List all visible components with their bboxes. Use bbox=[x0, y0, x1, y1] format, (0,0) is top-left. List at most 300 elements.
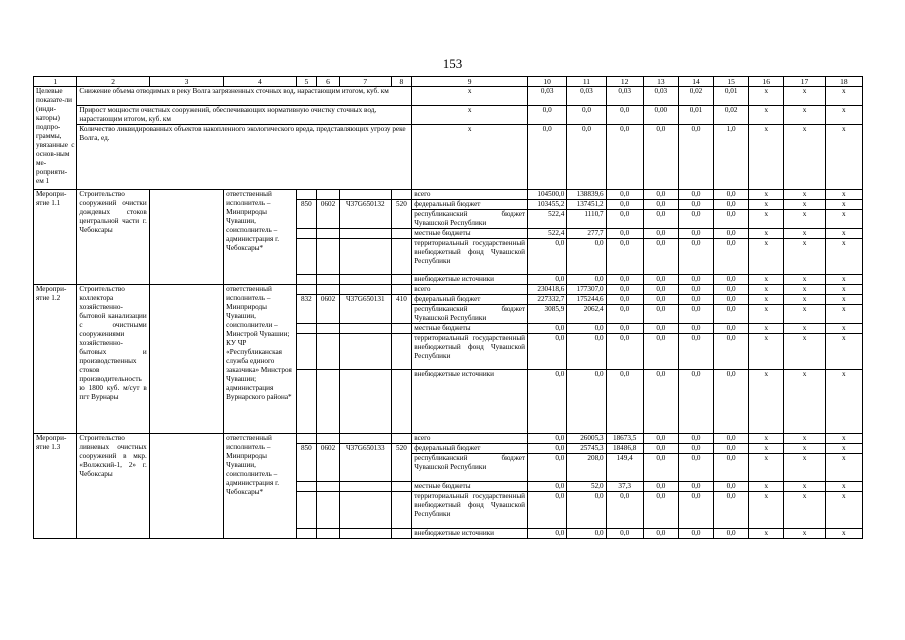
funding-source: внебюджетные источники bbox=[412, 529, 528, 539]
funding-value: x bbox=[749, 482, 784, 492]
code-col7-empty bbox=[339, 492, 391, 529]
target-indicator-value: 0,02 bbox=[678, 87, 713, 106]
target-indicator-col9: x bbox=[412, 106, 528, 125]
funding-value: 0,0 bbox=[678, 295, 713, 305]
code-col5-empty bbox=[296, 239, 317, 275]
target-indicator-value: x bbox=[784, 87, 825, 106]
code-col5-empty bbox=[296, 324, 317, 334]
funding-value: 1110,7 bbox=[567, 210, 606, 229]
code-col8-empty bbox=[391, 482, 412, 492]
funding-value: x bbox=[784, 482, 825, 492]
funding-value: 0,0 bbox=[714, 229, 749, 239]
funding-value: 0,0 bbox=[643, 334, 678, 370]
funding-value: x bbox=[784, 305, 825, 324]
funding-value: 0,0 bbox=[606, 305, 643, 324]
target-indicator-row bbox=[34, 87, 863, 106]
funding-value: 0,0 bbox=[678, 210, 713, 229]
code-gr: 832 bbox=[296, 295, 317, 324]
code-col8-empty bbox=[391, 529, 412, 539]
funding-value: 0,0 bbox=[643, 210, 678, 229]
funding-value: 0,0 bbox=[678, 239, 713, 275]
funding-value: 0,0 bbox=[714, 200, 749, 210]
column-number: 1 bbox=[34, 77, 77, 87]
column-number: 5 bbox=[296, 77, 317, 87]
funding-source: местные бюджеты bbox=[412, 482, 528, 492]
funding-value: x bbox=[749, 190, 784, 200]
funding-value: 0,0 bbox=[567, 275, 606, 285]
funding-value: x bbox=[784, 454, 825, 482]
measure-executor: ответственный исполнитель – Минприроды Чувашии, соисполнитель – администрация г. Чебоксары* bbox=[224, 190, 296, 285]
funding-value: 0,0 bbox=[528, 529, 567, 539]
target-indicator-value: x bbox=[825, 125, 862, 190]
funding-value: 0,0 bbox=[678, 434, 713, 444]
funding-value: x bbox=[825, 370, 862, 434]
funding-value: 0,0 bbox=[714, 370, 749, 434]
target-indicator-value: x bbox=[825, 106, 862, 125]
code-col7-empty bbox=[339, 239, 391, 275]
column-number: 12 bbox=[606, 77, 643, 87]
code-col7-empty bbox=[339, 324, 391, 334]
code-rzpr: 0602 bbox=[317, 295, 340, 324]
code-col8-empty bbox=[391, 324, 412, 334]
funding-value: 0,0 bbox=[528, 334, 567, 370]
funding-source: федеральный бюджет bbox=[412, 444, 528, 454]
funding-value: x bbox=[825, 482, 862, 492]
measure-number: Меропри-ятие 1.1 bbox=[34, 190, 77, 285]
code-vr: 520 bbox=[391, 444, 412, 482]
funding-value: 0,0 bbox=[606, 239, 643, 275]
column-numbers-row bbox=[34, 77, 863, 87]
code-col5-empty bbox=[296, 370, 317, 434]
funding-value: 0,0 bbox=[643, 285, 678, 295]
code-col8-empty bbox=[391, 334, 412, 370]
funding-value: 0,0 bbox=[714, 334, 749, 370]
code-rzpr: 0602 bbox=[317, 444, 340, 482]
funding-value: 0,0 bbox=[678, 324, 713, 334]
code-gr: 850 bbox=[296, 444, 317, 482]
funding-value: 0,0 bbox=[528, 492, 567, 529]
funding-source: федеральный бюджет bbox=[412, 295, 528, 305]
funding-value: x bbox=[749, 229, 784, 239]
funding-value: x bbox=[784, 190, 825, 200]
funding-value: 0,0 bbox=[606, 529, 643, 539]
funding-value: 0,0 bbox=[606, 334, 643, 370]
funding-value: 0,0 bbox=[643, 482, 678, 492]
code-vr: 410 bbox=[391, 295, 412, 324]
code-col5-empty bbox=[296, 190, 317, 200]
funding-value: 0,0 bbox=[606, 210, 643, 229]
funding-value: 175244,6 bbox=[567, 295, 606, 305]
funding-value: x bbox=[784, 370, 825, 434]
funding-value: 0,0 bbox=[678, 305, 713, 324]
funding-value: 18673,5 bbox=[606, 434, 643, 444]
measure-name: Строительство сооружений очистки дождевых стоков центральной части г. Чебоксары bbox=[77, 190, 149, 285]
column-number: 6 bbox=[317, 77, 340, 87]
funding-value: 0,0 bbox=[643, 239, 678, 275]
funding-value: x bbox=[825, 454, 862, 482]
funding-value: x bbox=[825, 275, 862, 285]
funding-value: 0,0 bbox=[714, 324, 749, 334]
funding-source: территориальный государственный внебюджетный фонд Чувашской Республики bbox=[412, 492, 528, 529]
funding-value: x bbox=[749, 295, 784, 305]
funding-value: 149,4 bbox=[606, 454, 643, 482]
funding-source: территориальный государственный внебюджетный фонд Чувашской Республики bbox=[412, 334, 528, 370]
code-col5-empty bbox=[296, 334, 317, 370]
code-col6-empty bbox=[317, 492, 340, 529]
funding-value: 0,0 bbox=[606, 370, 643, 434]
code-col8-empty bbox=[391, 285, 412, 295]
funding-value: 0,0 bbox=[643, 370, 678, 434]
funding-value: x bbox=[825, 190, 862, 200]
code-csr: Ч37G650132 bbox=[339, 200, 391, 229]
funding-value: 0,0 bbox=[528, 444, 567, 454]
code-col6-empty bbox=[317, 482, 340, 492]
target-indicator-value: 0,03 bbox=[606, 87, 643, 106]
funding-value: x bbox=[825, 229, 862, 239]
measure-name: Строительство коллектора хозяйственно-бытовой канализации с очистными сооружениями хозяйственно-бытовых и производственных стоков производительностью 1800 куб. м/сут в пгт Вурнары bbox=[77, 285, 149, 434]
page-number: 153 bbox=[442, 56, 463, 71]
code-col6-empty bbox=[317, 334, 340, 370]
funding-value: 0,0 bbox=[567, 239, 606, 275]
funding-value: 0,0 bbox=[714, 529, 749, 539]
funding-value: x bbox=[784, 492, 825, 529]
funding-value: 2062,4 bbox=[567, 305, 606, 324]
funding-value: 208,0 bbox=[567, 454, 606, 482]
target-indicator-value: x bbox=[784, 125, 825, 190]
funding-value: x bbox=[784, 295, 825, 305]
funding-value: 0,0 bbox=[643, 444, 678, 454]
code-col8-empty bbox=[391, 434, 412, 444]
target-indicator-value: 0,02 bbox=[714, 106, 749, 125]
code-col6-empty bbox=[317, 275, 340, 285]
funding-value: 137451,2 bbox=[567, 200, 606, 210]
funding-value: 0,0 bbox=[678, 275, 713, 285]
funding-value: x bbox=[784, 275, 825, 285]
funding-value: x bbox=[784, 334, 825, 370]
column-number: 17 bbox=[784, 77, 825, 87]
funding-row bbox=[34, 434, 863, 444]
target-indicator-row bbox=[34, 125, 863, 190]
target-indicator-value: 0,0 bbox=[643, 125, 678, 190]
funding-value: 0,0 bbox=[714, 190, 749, 200]
funding-value: 37,3 bbox=[606, 482, 643, 492]
funding-value: x bbox=[825, 239, 862, 275]
code-col7-empty bbox=[339, 285, 391, 295]
funding-value: 0,0 bbox=[678, 454, 713, 482]
funding-value: 104500,0 bbox=[528, 190, 567, 200]
funding-value: 0,0 bbox=[643, 305, 678, 324]
funding-value: 26005,3 bbox=[567, 434, 606, 444]
code-col8-empty bbox=[391, 370, 412, 434]
funding-value: 103455,2 bbox=[528, 200, 567, 210]
column-number: 4 bbox=[224, 77, 296, 87]
funding-value: x bbox=[825, 444, 862, 454]
funding-value: 0,0 bbox=[528, 239, 567, 275]
code-col6-empty bbox=[317, 370, 340, 434]
funding-value: 0,0 bbox=[606, 190, 643, 200]
funding-value: x bbox=[825, 305, 862, 324]
funding-value: 0,0 bbox=[678, 444, 713, 454]
funding-value: 0,0 bbox=[643, 200, 678, 210]
funding-value: x bbox=[749, 239, 784, 275]
funding-value: 0,0 bbox=[678, 370, 713, 434]
target-indicator-value: x bbox=[749, 125, 784, 190]
funding-value: x bbox=[825, 492, 862, 529]
funding-value: x bbox=[784, 239, 825, 275]
code-col6-empty bbox=[317, 239, 340, 275]
code-col7-empty bbox=[339, 334, 391, 370]
funding-value: x bbox=[825, 324, 862, 334]
funding-value: 0,0 bbox=[643, 324, 678, 334]
funding-value: 522,4 bbox=[528, 210, 567, 229]
code-col7-empty bbox=[339, 229, 391, 239]
column-number: 10 bbox=[528, 77, 567, 87]
code-col6-empty bbox=[317, 229, 340, 239]
funding-source: всего bbox=[412, 434, 528, 444]
funding-source: всего bbox=[412, 285, 528, 295]
code-col8-empty bbox=[391, 190, 412, 200]
funding-value: x bbox=[784, 324, 825, 334]
column-number: 14 bbox=[678, 77, 713, 87]
funding-row bbox=[34, 285, 863, 295]
column-number: 9 bbox=[412, 77, 528, 87]
funding-value: x bbox=[749, 434, 784, 444]
code-col5-empty bbox=[296, 492, 317, 529]
column-number: 16 bbox=[749, 77, 784, 87]
target-indicator-value: 0,00 bbox=[643, 106, 678, 125]
funding-value: 0,0 bbox=[606, 275, 643, 285]
funding-value: 0,0 bbox=[678, 492, 713, 529]
funding-value: 0,0 bbox=[528, 324, 567, 334]
funding-value: x bbox=[784, 229, 825, 239]
column-number: 11 bbox=[567, 77, 606, 87]
code-col7-empty bbox=[339, 190, 391, 200]
funding-value: 0,0 bbox=[714, 482, 749, 492]
code-gr: 850 bbox=[296, 200, 317, 229]
measure-col3 bbox=[149, 190, 223, 285]
funding-value: x bbox=[749, 444, 784, 454]
funding-source: внебюджетные источники bbox=[412, 275, 528, 285]
funding-value: x bbox=[749, 200, 784, 210]
funding-value: x bbox=[749, 370, 784, 434]
funding-value: 522,4 bbox=[528, 229, 567, 239]
code-col5-empty bbox=[296, 434, 317, 444]
funding-value: x bbox=[784, 529, 825, 539]
funding-value: x bbox=[749, 529, 784, 539]
code-col7-empty bbox=[339, 275, 391, 285]
funding-value: x bbox=[825, 529, 862, 539]
funding-value: 0,0 bbox=[606, 200, 643, 210]
funding-value: 0,0 bbox=[643, 492, 678, 529]
code-csr: Ч37G650133 bbox=[339, 444, 391, 482]
funding-value: x bbox=[749, 305, 784, 324]
funding-value: 3085,9 bbox=[528, 305, 567, 324]
target-indicator-value: x bbox=[825, 87, 862, 106]
funding-value: 277,7 bbox=[567, 229, 606, 239]
code-col5-empty bbox=[296, 285, 317, 295]
funding-value: 0,0 bbox=[678, 529, 713, 539]
funding-value: 0,0 bbox=[714, 295, 749, 305]
funding-value: 0,0 bbox=[528, 434, 567, 444]
measure-col3 bbox=[149, 285, 223, 434]
funding-row bbox=[34, 190, 863, 200]
funding-value: 0,0 bbox=[714, 285, 749, 295]
code-col5-empty bbox=[296, 529, 317, 539]
funding-value: 25745,3 bbox=[567, 444, 606, 454]
target-indicator-value: x bbox=[749, 106, 784, 125]
target-indicator-col9: x bbox=[412, 125, 528, 190]
funding-value: x bbox=[825, 295, 862, 305]
target-indicator-value: 0,0 bbox=[567, 106, 606, 125]
measure-number: Меропри-ятие 1.2 bbox=[34, 285, 77, 434]
measure-number: Меропри-ятие 1.3 bbox=[34, 434, 77, 539]
funding-value: x bbox=[784, 285, 825, 295]
funding-source: республиканский бюджет Чувашской Республики bbox=[412, 305, 528, 324]
funding-value: 0,0 bbox=[643, 275, 678, 285]
funding-value: 0,0 bbox=[567, 529, 606, 539]
code-col6-empty bbox=[317, 434, 340, 444]
column-number: 13 bbox=[643, 77, 678, 87]
funding-value: 18486,8 bbox=[606, 444, 643, 454]
funding-value: 0,0 bbox=[567, 324, 606, 334]
code-col6-empty bbox=[317, 190, 340, 200]
target-indicator-value: 0,01 bbox=[678, 106, 713, 125]
target-indicator-text: Снижение объема отводимых в реку Волга загрязненных сточных вод, нарастающим итогом, куб. км bbox=[77, 87, 412, 106]
funding-value: 0,0 bbox=[567, 492, 606, 529]
target-indicator-value: x bbox=[749, 87, 784, 106]
program-table bbox=[33, 76, 863, 539]
code-col5-empty bbox=[296, 482, 317, 492]
funding-value: 0,0 bbox=[606, 229, 643, 239]
code-col8-empty bbox=[391, 492, 412, 529]
funding-value: 0,0 bbox=[643, 229, 678, 239]
funding-value: x bbox=[784, 434, 825, 444]
funding-value: x bbox=[825, 285, 862, 295]
column-number: 15 bbox=[714, 77, 749, 87]
target-indicator-value: 0,0 bbox=[528, 106, 567, 125]
measure-name: Строительство ливневых очистных сооружений в мкр. «Волжский-1, 2» г. Чебоксары bbox=[77, 434, 149, 539]
funding-value: x bbox=[784, 200, 825, 210]
column-number: 3 bbox=[149, 77, 223, 87]
funding-value: 0,0 bbox=[528, 275, 567, 285]
funding-value: 0,0 bbox=[714, 275, 749, 285]
target-indicator-text: Количество ликвидированных объектов накопленного экологического вреда, представляющих угрозу реке Волга, ед. bbox=[77, 125, 412, 190]
code-col7-empty bbox=[339, 529, 391, 539]
funding-value: x bbox=[784, 210, 825, 229]
funding-value: 230418,6 bbox=[528, 285, 567, 295]
funding-value: 0,0 bbox=[678, 334, 713, 370]
code-csr: Ч37G650131 bbox=[339, 295, 391, 324]
funding-value: x bbox=[749, 285, 784, 295]
funding-value: 0,0 bbox=[643, 434, 678, 444]
funding-source: местные бюджеты bbox=[412, 229, 528, 239]
column-number: 7 bbox=[339, 77, 391, 87]
funding-source: всего bbox=[412, 190, 528, 200]
code-rzpr: 0602 bbox=[317, 200, 340, 229]
funding-value: 0,0 bbox=[643, 295, 678, 305]
funding-value: 0,0 bbox=[714, 239, 749, 275]
code-col7-empty bbox=[339, 370, 391, 434]
funding-value: 0,0 bbox=[714, 454, 749, 482]
funding-value: 0,0 bbox=[678, 190, 713, 200]
funding-value: 0,0 bbox=[714, 492, 749, 529]
funding-value: x bbox=[749, 334, 784, 370]
target-indicator-row bbox=[34, 106, 863, 125]
funding-value: x bbox=[749, 210, 784, 229]
funding-source: республиканский бюджет Чувашской Республики bbox=[412, 210, 528, 229]
funding-value: 227332,7 bbox=[528, 295, 567, 305]
funding-source: территориальный государственный внебюджетный фонд Чувашской Республики bbox=[412, 239, 528, 275]
target-indicator-value: 1,0 bbox=[714, 125, 749, 190]
funding-source: местные бюджеты bbox=[412, 324, 528, 334]
funding-value: 0,0 bbox=[678, 482, 713, 492]
measure-executor: ответственный исполнитель – Минприроды Чувашии, соисполнитель – администрация г. Чебоксары* bbox=[224, 434, 296, 539]
target-indicator-value: 0,0 bbox=[678, 125, 713, 190]
funding-value: 0,0 bbox=[567, 370, 606, 434]
funding-value: 0,0 bbox=[606, 295, 643, 305]
funding-value: 0,0 bbox=[528, 482, 567, 492]
target-indicator-value: x bbox=[784, 106, 825, 125]
column-number: 18 bbox=[825, 77, 862, 87]
funding-value: x bbox=[749, 492, 784, 529]
funding-value: 0,0 bbox=[643, 529, 678, 539]
targets-label: Целевые показате-ли (инди-каторы) подпро-граммы, увязанные с основ-ным ме-роприяти-ем 1 bbox=[34, 87, 77, 190]
funding-value: 0,0 bbox=[606, 492, 643, 529]
funding-value: x bbox=[825, 200, 862, 210]
measure-executor: ответственный исполнитель – Минприроды Чувашии, соисполнители – Минстрой Чувашии; КУ ЧР «Республиканская служба единого заказчика» Минстроя Чувашии; администрация Вурнарского района* bbox=[224, 285, 296, 434]
target-indicator-col9: x bbox=[412, 87, 528, 106]
target-indicator-value: 0,03 bbox=[567, 87, 606, 106]
funding-value: 177307,0 bbox=[567, 285, 606, 295]
code-col6-empty bbox=[317, 529, 340, 539]
funding-value: 0,0 bbox=[528, 370, 567, 434]
code-col7-empty bbox=[339, 434, 391, 444]
target-indicator-value: 0,0 bbox=[567, 125, 606, 190]
funding-value: x bbox=[825, 334, 862, 370]
funding-value: 0,0 bbox=[678, 200, 713, 210]
target-indicator-value: 0,0 bbox=[606, 125, 643, 190]
funding-value: 0,0 bbox=[643, 454, 678, 482]
code-col8-empty bbox=[391, 275, 412, 285]
target-indicator-value: 0,03 bbox=[643, 87, 678, 106]
measure-col3 bbox=[149, 434, 223, 539]
funding-value: 0,0 bbox=[714, 210, 749, 229]
funding-value: x bbox=[749, 324, 784, 334]
funding-value: 0,0 bbox=[528, 454, 567, 482]
funding-value: 0,0 bbox=[678, 229, 713, 239]
code-vr: 520 bbox=[391, 200, 412, 229]
funding-source: внебюджетные источники bbox=[412, 370, 528, 434]
code-col7-empty bbox=[339, 482, 391, 492]
funding-value: 0,0 bbox=[606, 324, 643, 334]
column-number: 8 bbox=[391, 77, 412, 87]
funding-value: 138839,6 bbox=[567, 190, 606, 200]
code-col6-empty bbox=[317, 324, 340, 334]
target-indicator-value: 0,0 bbox=[528, 125, 567, 190]
code-col8-empty bbox=[391, 229, 412, 239]
funding-source: республиканский бюджет Чувашской Республики bbox=[412, 454, 528, 482]
target-indicator-value: 0,03 bbox=[528, 87, 567, 106]
funding-value: x bbox=[749, 454, 784, 482]
funding-value: x bbox=[784, 444, 825, 454]
funding-value: 0,0 bbox=[567, 334, 606, 370]
funding-value: 0,0 bbox=[606, 285, 643, 295]
target-indicator-value: 0,01 bbox=[714, 87, 749, 106]
funding-value: 0,0 bbox=[714, 434, 749, 444]
code-col8-empty bbox=[391, 239, 412, 275]
funding-value: 0,0 bbox=[678, 285, 713, 295]
funding-value: 0,0 bbox=[714, 444, 749, 454]
